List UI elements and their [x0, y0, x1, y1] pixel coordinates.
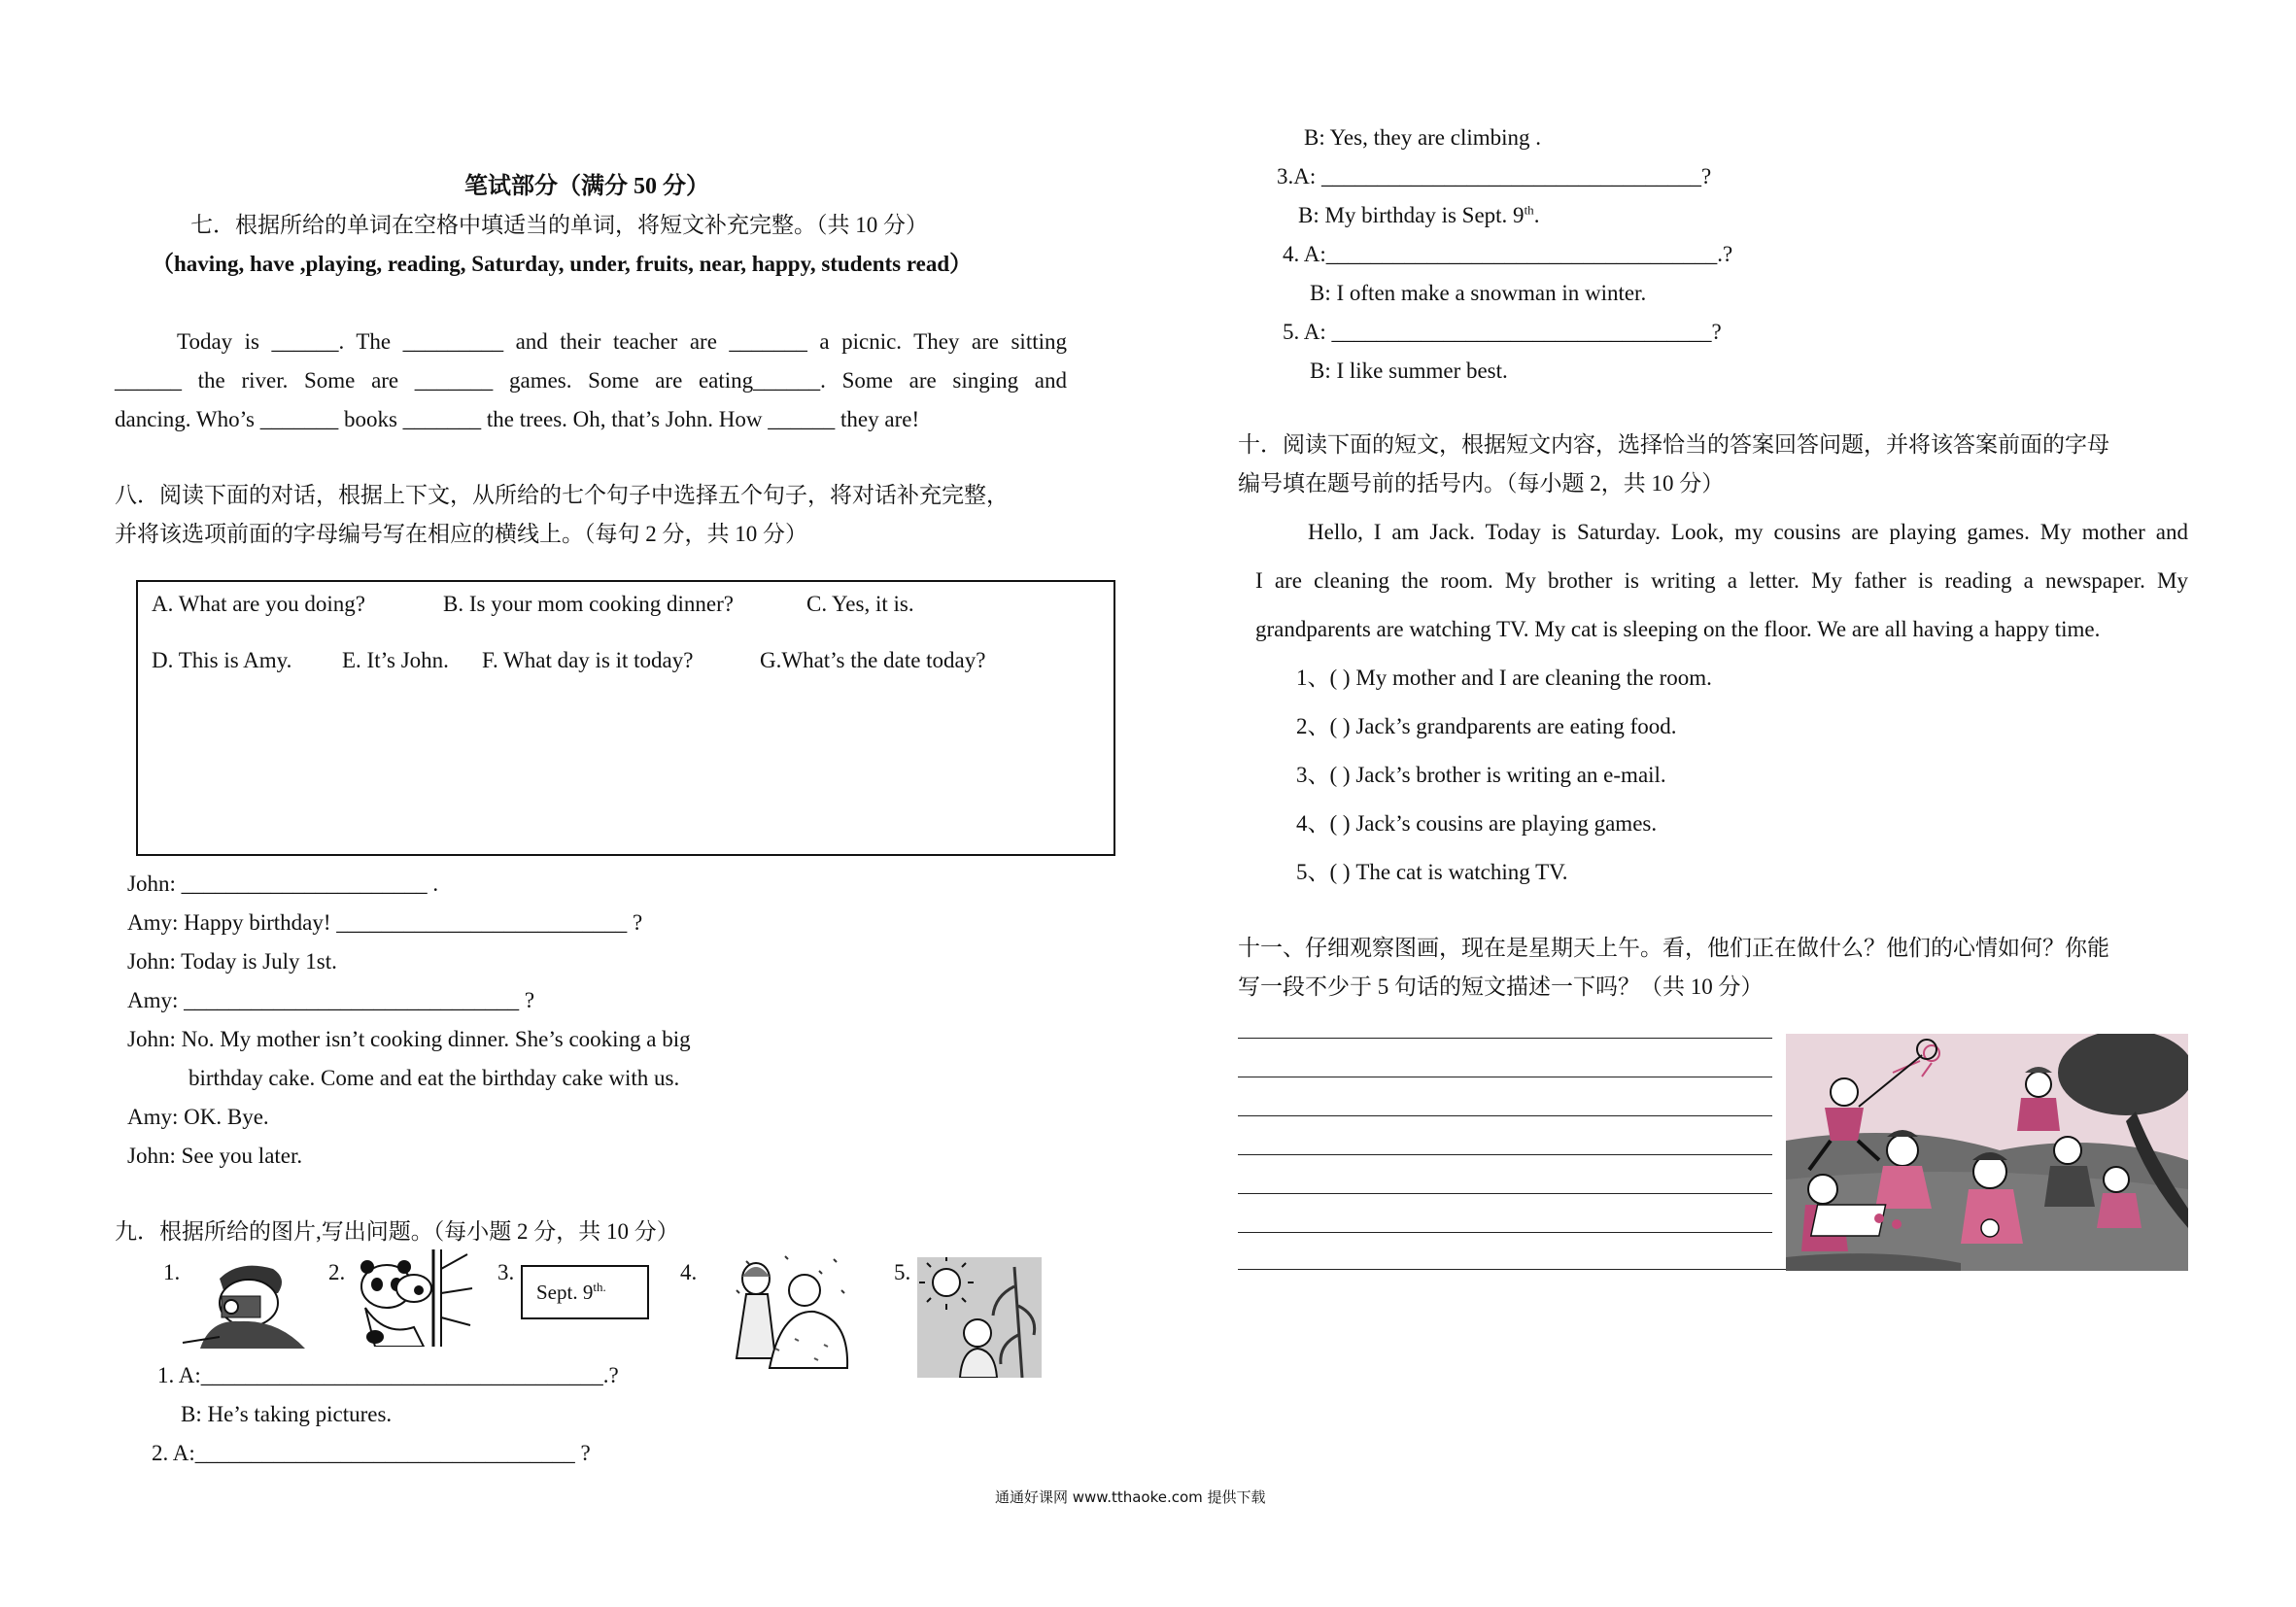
sec7-title: 七．根据所给的单词在空格中填适当的单词，将短文补充完整。（共 10 分） [190, 213, 928, 237]
sec10-item-5: 5、( ) The cat is watching TV. [1296, 860, 1568, 884]
sec7-word-bank: （having, have ,playing, reading, Saturday, under, fruits, near, happy, students read） [152, 252, 973, 276]
q1-b-line: B: He’s taking pictures. [181, 1402, 393, 1426]
sec10-title-line-1: 十．阅读下面的短文，根据短文内容，选择恰当的答案回答问题，并将该答案前面的字母 [1238, 432, 2109, 457]
cont-line-1: B: Yes, they are climbing . [1304, 125, 1542, 150]
sec10-para-1: Hello, I am Jack. Today is Saturday. Look, my cousins are playing games. My mother and [1308, 520, 2188, 544]
option-f: F. What day is it today? [482, 648, 694, 672]
footer-credit: 通通好课网 www.tthaoke.com 提供下载 [995, 1488, 1266, 1506]
cont-line-2: 3.A: __________________________________? [1277, 164, 1712, 188]
dialog-line-1: John: ______________________ . [127, 872, 439, 896]
date-text: Sept. 9 [536, 1281, 594, 1304]
writing-line[interactable] [1238, 1115, 1772, 1116]
option-d: D. This is Amy. [152, 648, 292, 672]
pic-number-1: 1. [163, 1260, 181, 1284]
sec9-title: 九．根据所给的图片,写出问题。（每小题 2 分，共 10 分） [115, 1219, 679, 1244]
panda-climbing-illustration [346, 1249, 482, 1347]
sec7-line-3: dancing. Who’s _______ books _______ the trees. Oh, that’s John. How ______ they are! [115, 407, 920, 431]
sec10-item-3: 3、( ) Jack’s brother is writing an e-mail. [1296, 763, 1666, 787]
options-box [136, 580, 1115, 856]
cont-line-3-sup: th [1524, 202, 1534, 218]
pic-number-5: 5. [894, 1260, 911, 1284]
q2-a-line: 2. A:__________________________________ ? [152, 1441, 591, 1465]
options-row-2 [152, 648, 985, 673]
dialog-line-6: birthday cake. Come and eat the birthday cake with us. [188, 1066, 680, 1090]
girl-making-snowman-illustration [727, 1251, 851, 1370]
option-b: B. Is your mom cooking dinner? [443, 592, 734, 616]
date-card [521, 1265, 649, 1319]
dialog-line-8: John: See you later. [127, 1144, 303, 1168]
boy-taking-picture-illustration [181, 1259, 307, 1349]
date-superscript: th. [593, 1280, 606, 1294]
cont-line-3 [1298, 202, 1539, 229]
writing-line[interactable] [1238, 1038, 1772, 1039]
dialog-line-3: John: Today is July 1st. [127, 949, 337, 974]
cont-line-3-end: . [1533, 203, 1540, 227]
option-a: A. What are you doing? [152, 592, 365, 616]
dialog-line-5: John: No. My mother isn’t cooking dinner. She’s cooking a big [127, 1027, 691, 1051]
sec10-title-line-2: 编号填在题号前的括号内。（每小题 2，共 10 分） [1238, 471, 1725, 496]
q1-a-line: 1. A:____________________________________.? [157, 1363, 619, 1387]
pic-number-3: 3. [497, 1260, 515, 1284]
writing-line[interactable] [1238, 1154, 1772, 1155]
sec7-line-1: Today is ______. The _________ and their teacher are _______ a picnic. They are sitting [177, 329, 1067, 354]
sec11-title-line-1: 十一、仔细观察图画，现在是星期天上午。看，他们正在做什么？他们的心情如何？你能 [1238, 936, 2109, 960]
summer-sun-boy-illustration [917, 1257, 1042, 1378]
dialog-line-7: Amy: OK. Bye. [127, 1105, 269, 1129]
sec10-item-4: 4、( ) Jack’s cousins are playing games. [1296, 811, 1658, 836]
cont-line-7: B: I like summer best. [1310, 359, 1508, 383]
sec10-item-1: 1、( ) My mother and I are cleaning the room. [1296, 666, 1712, 690]
pic-number-4: 4. [680, 1260, 698, 1284]
sec10-para-2: I are cleaning the room. My brother is writing a letter. My father is reading a newspaper. My [1255, 568, 2188, 593]
cont-line-3-text: B: My birthday is Sept. 9 [1298, 203, 1525, 227]
option-c: C. Yes, it is. [806, 592, 914, 616]
picnic-scene-illustration [1786, 1034, 2188, 1271]
pic-number-2: 2. [328, 1260, 346, 1284]
date-card-text [536, 1280, 606, 1305]
options-row-1 [152, 592, 914, 617]
option-e: E. It’s John. [342, 648, 449, 672]
sec10-para-3: grandparents are watching TV. My cat is sleeping on the floor. We are all having a happy time. [1255, 617, 2101, 641]
writing-line[interactable] [1238, 1232, 1772, 1233]
dialog-line-4: Amy: ______________________________ ? [127, 988, 535, 1012]
cont-line-6: 5. A: __________________________________? [1283, 320, 1722, 344]
option-g: G.What’s the date today? [760, 648, 986, 672]
sec8-title-line-1: 八．阅读下面的对话，根据上下文，从所给的七个句子中选择五个句子，将对话补充完整， [115, 483, 1009, 507]
section-heading: 笔试部分（满分 50 分） [464, 174, 709, 199]
cont-line-5: B: I often make a snowman in winter. [1310, 281, 1647, 305]
writing-line[interactable] [1238, 1193, 1772, 1194]
sec7-line-2: ______ the river. Some are _______ games. Some are eating______. Some are singing and [115, 368, 1067, 393]
cont-line-4: 4. A:___________________________________.? [1283, 242, 1733, 266]
dialog-line-2: Amy: Happy birthday! __________________________ ? [127, 910, 643, 935]
sec11-title-line-2: 写一段不少于 5 句话的短文描述一下吗？（共 10 分） [1238, 974, 1764, 999]
sec10-item-2: 2、( ) Jack’s grandparents are eating food. [1296, 714, 1677, 738]
sec8-title-line-2: 并将该选项前面的字母编号写在相应的横线上。（每句 2 分，共 10 分） [115, 522, 807, 546]
